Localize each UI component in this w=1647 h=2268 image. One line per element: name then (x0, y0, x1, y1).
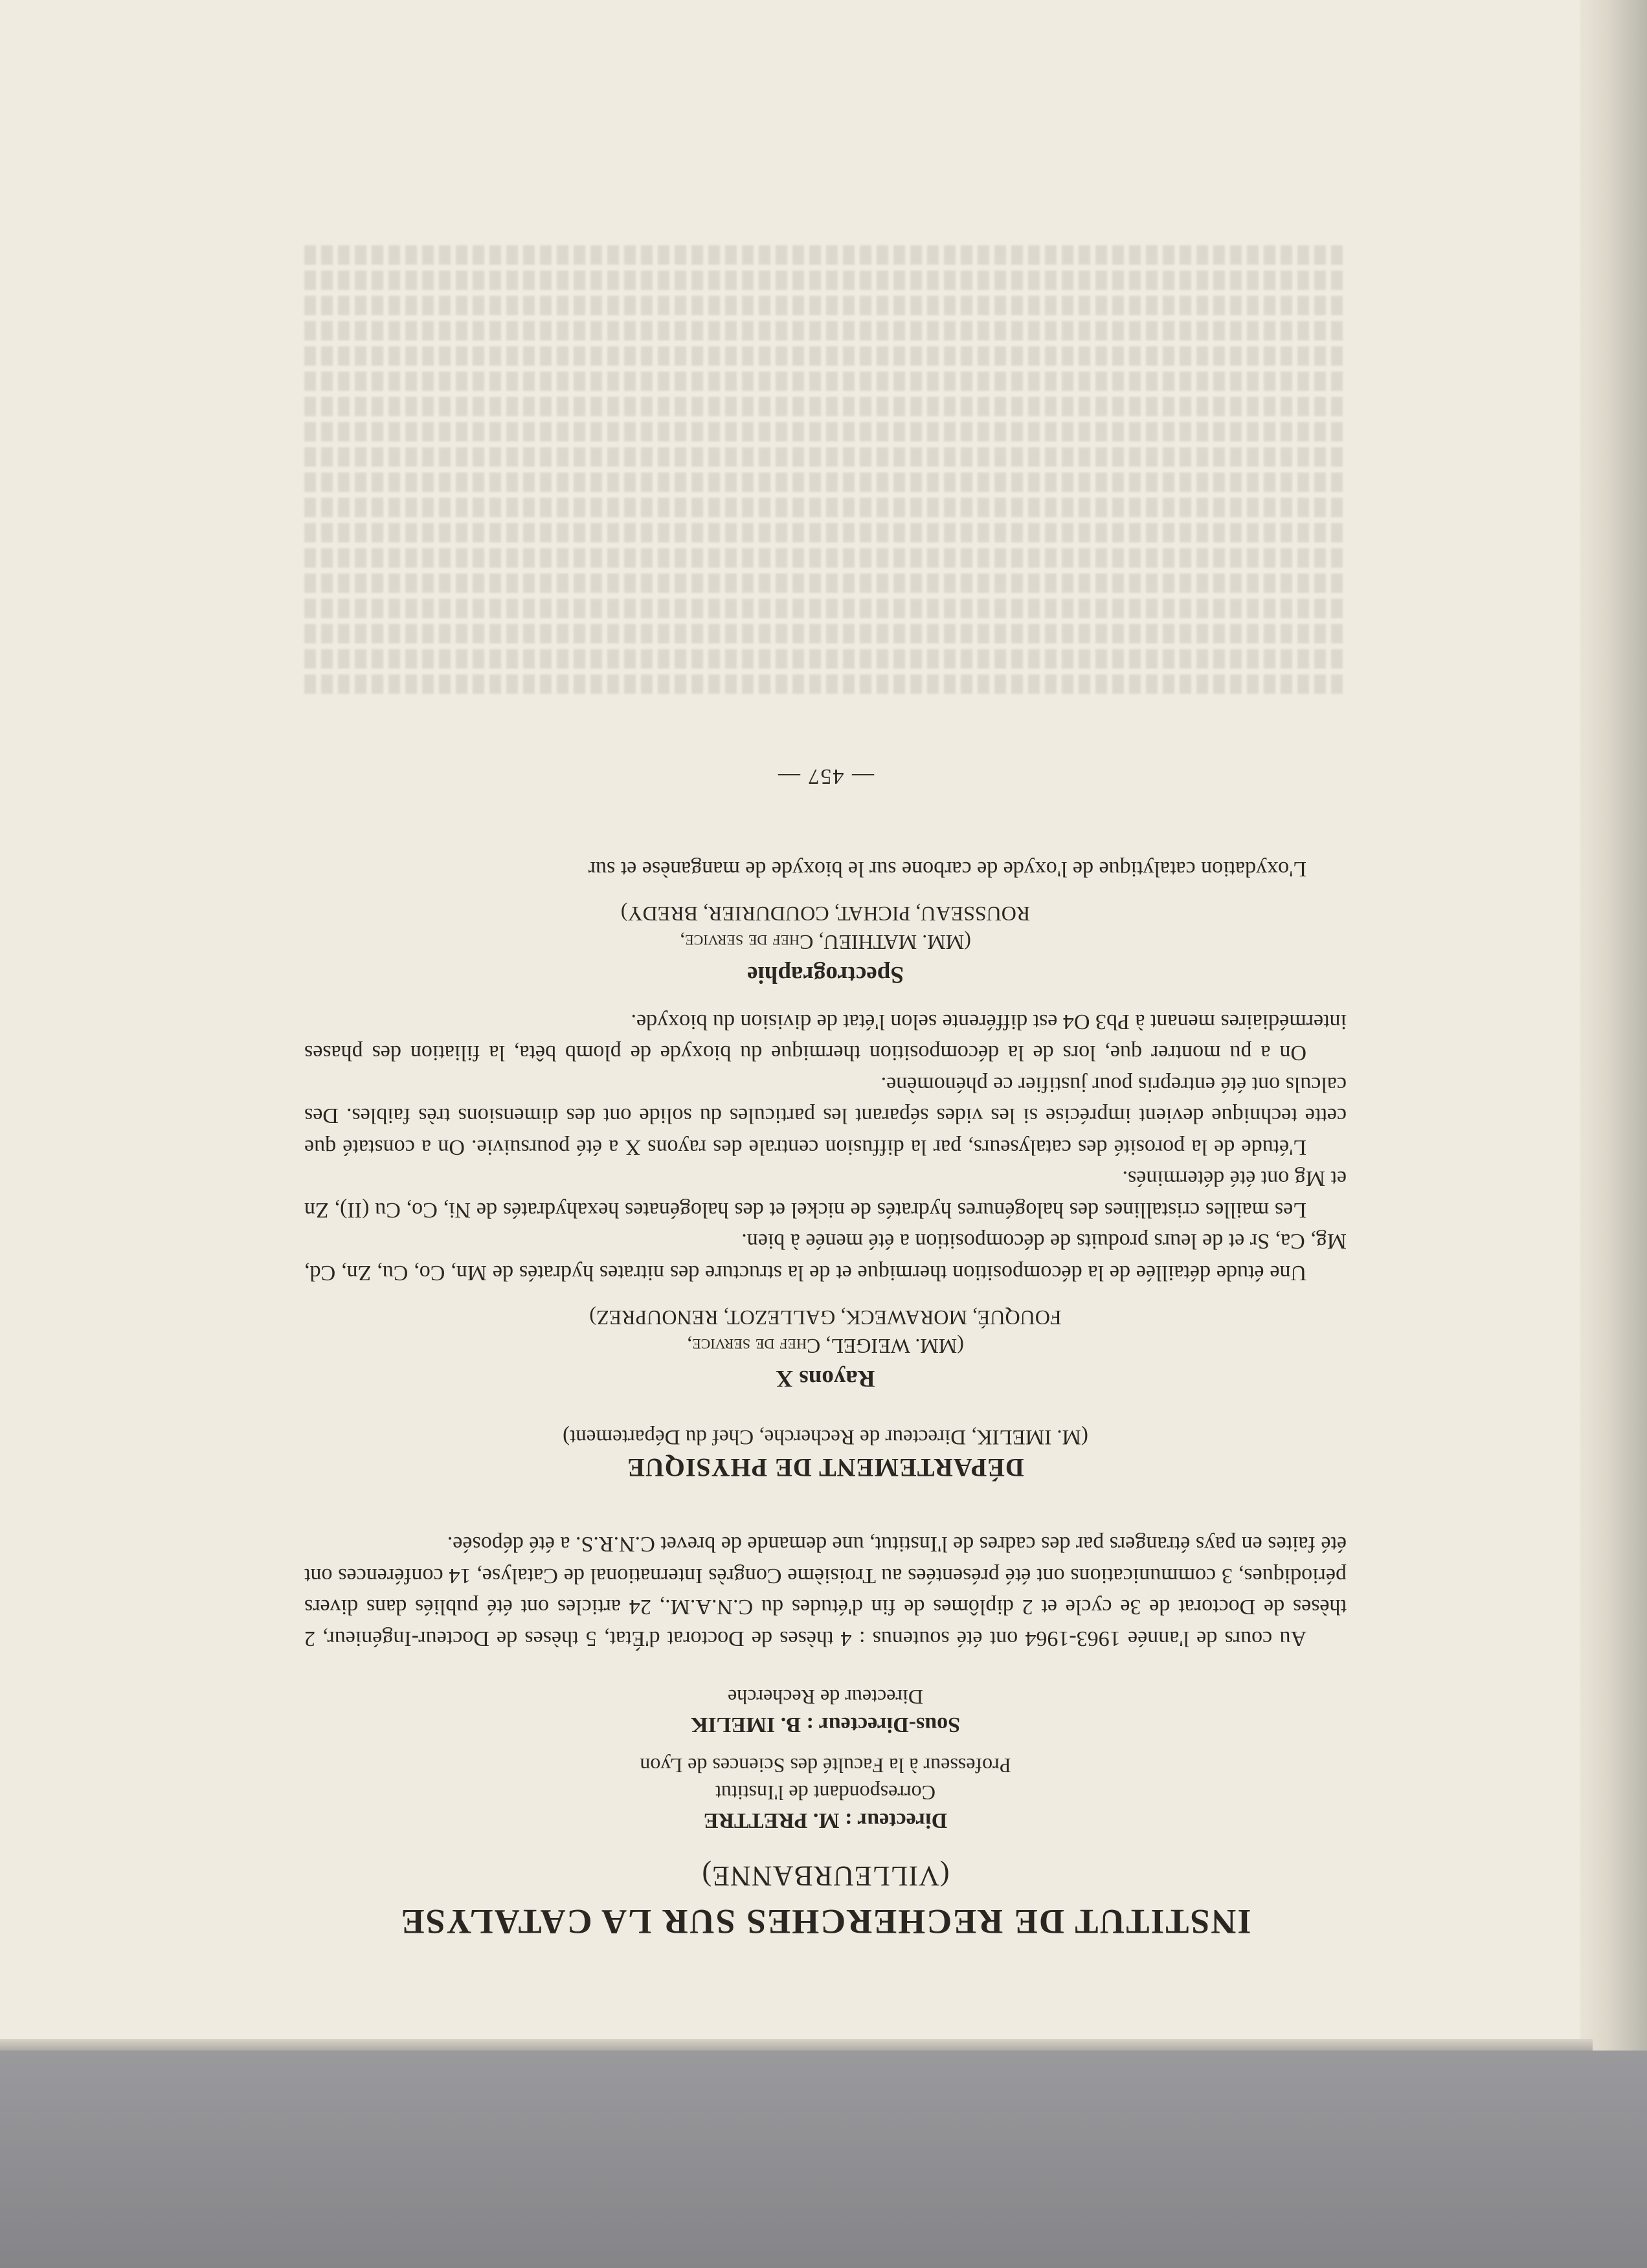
director-block (304, 1752, 1347, 1834)
team-line: (MM. WEIGEL, Chef de service, (687, 1335, 964, 1358)
section-title-rayons-x: Rayons X (776, 1365, 875, 1392)
director-role: Directeur : M. PRETTRE (703, 1808, 948, 1832)
paragraph: Les mailles cristallines des halogénures hydratés de nickel et des halogénates hexahydratés de Ni, Co, Cu (II), Zn et Mg ont été déterminés. (304, 1166, 1347, 1222)
team-rayons-x (304, 1304, 1347, 1361)
paragraph: On a pu montrer que, lors de la décomposition thermique du bioxyde de plomb bêta, la filiation des phases intermédiaires menant à Pb3 O4 est différente selon l'état de division du bioxyde. (304, 1010, 1347, 1065)
director-title-1: Correspondant de l'Institut (715, 1781, 936, 1805)
team-line: (MM. MATHIEU, Chef de service, (680, 931, 971, 955)
subdirector-title-1: Directeur de Recherche (727, 1685, 924, 1709)
team-spectrographie (304, 900, 1347, 957)
institute-location: (VILLEURBANNE) (701, 1860, 950, 1892)
intro-paragraph: Au cours de l'année 1963-1964 ont été soutenus : 4 thèses de Doctorat d'État, 5 thèses de Docteur-Ingénieur, 2 thèses de Doctorat de 3e cycle et 2 diplômes de fin d'études du C.N.A.M., 24 articles ont été publiés dans divers périodiques, 3 communications ont été présentées au Troisième Congrès International de Catalyse, 14 conférences ont été faites en pays étrangers par des cadres de l'Institut, une demande de brevet C.N.R.S. a été déposée. (304, 1532, 1347, 1651)
paragraph: Une étude détaillée de la décomposition thermique et de la structure des nitrates hydratés de Mn, Co, Cu, Zn, Cd, Mg, Ca, Sr et de leurs produits de décomposition a été menée à bien. (304, 1229, 1347, 1285)
scanner-background (0, 2051, 1647, 2268)
printed-content-rotated (304, 239, 1347, 1942)
section-title-spectrographie: Spectrographie (747, 961, 904, 988)
subdirector-block (304, 1684, 1347, 1738)
team-line: FOUQUÉ, MORAWECK, GALLEZOT, RENOUPREZ) (589, 1306, 1062, 1329)
team-line: ROUSSEAU, PICHAT, COUDURIER, BREDY) (620, 902, 1031, 926)
paragraph: L'oxydation catalytique de l'oxyde de carbone sur le bioxyde de manganèse et sur (588, 857, 1306, 882)
subdirector-role: Sous-Directeur : B. IMELIK (690, 1713, 961, 1737)
page-number: — 457 — (777, 764, 874, 788)
department-title: DÉPARTEMENT DE PHYSIQUE (627, 1453, 1024, 1482)
paragraph: L'étude de la porosité des catalyseurs, par la diffusion centrale des rayons X a été poursuivie. On a constaté que cette technique devient imprécise si les vides séparant les particules du solide ont des dimensions très faibles. Des calculs ont été entrepris pour justifier ce phénomène. (304, 1073, 1347, 1159)
department-head: (M. IMELIK, Directeur de Recherche, Chef du Département) (563, 1425, 1088, 1449)
page-edge (1580, 0, 1647, 2052)
institute-title: INSTITUT DE RECHERCHES SUR LA CATALYSE (399, 1902, 1251, 1941)
director-title-2: Professeur à la Faculté des Sciences de Lyon (640, 1754, 1011, 1777)
